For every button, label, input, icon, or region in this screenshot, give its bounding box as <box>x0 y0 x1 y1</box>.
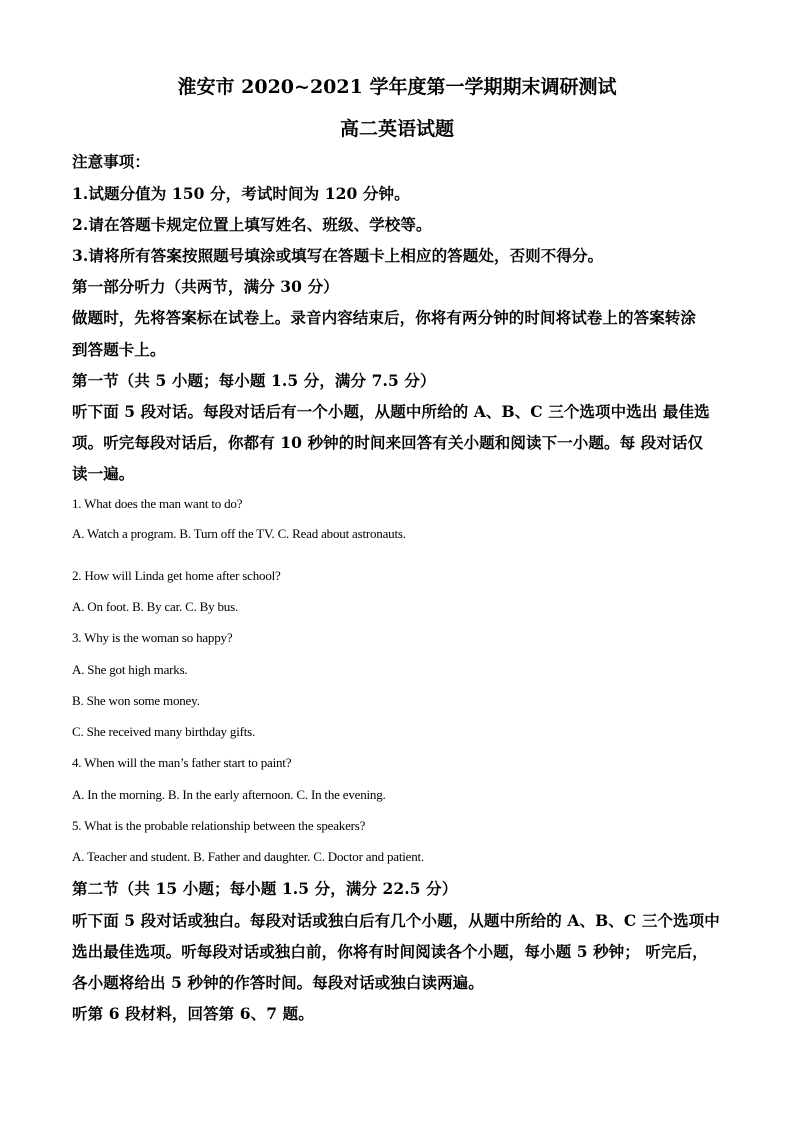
question-4-options: A. In the morning. B. In the early afternoon. C. In the evening. <box>72 787 386 802</box>
part1-instruction-line2: 到答题卡上。 <box>72 340 166 359</box>
question-5-options: A. Teacher and student. B. Father and daughter. C. Doctor and patient. <box>72 849 424 864</box>
section2-instruction-line2: 选出最佳选项。听每段对话或独白前，你将有时间阅读各个小题，每小题 5 秒钟； 听完后， <box>72 942 708 961</box>
notice-item-3: 3.请将所有答案按照题号填涂或填写在答题卡上相应的答题处，否则不得分。 <box>72 246 604 265</box>
notice-item-1: 1.试题分值为 150 分，考试时间为 120 分钟。 <box>72 184 410 203</box>
exam-subtitle: 高二英语试题 <box>339 118 454 140</box>
question-3-option-b: B. She won some money. <box>72 693 200 708</box>
notice-item-2: 2.请在答题卡规定位置上填写姓名、班级、学校等。 <box>72 215 432 234</box>
question-3: 3. Why is the woman so happy? <box>72 630 233 645</box>
part1-instruction-line1: 做题时，先将答案标在试卷上。录音内容结束后，你将有两分钟的时间将试卷上的答案转涂 <box>72 308 697 327</box>
section2-material-intro: 听第 6 段材料，回答第 6、7 题。 <box>72 1004 314 1023</box>
question-2-options: A. On foot. B. By car. C. By bus. <box>72 599 239 614</box>
section1-instruction-line3: 读一遍。 <box>72 464 135 483</box>
question-3-option-c: C. She received many birthday gifts. <box>72 724 256 739</box>
section1-instruction-line2: 项。听完每段对话后，你都有 10 秒钟的时间来回答有关小题和阅读下一小题。每 段对话仅 <box>72 433 704 452</box>
section2-heading: 第二节（共 15 小题；每小题 1.5 分，满分 22.5 分） <box>72 879 458 898</box>
question-1-options: A. Watch a program. B. Turn off the TV. C. Read about astronauts. <box>72 526 406 541</box>
section2-instruction-line3: 各小题将给出 5 秒钟的作答时间。每段对话或独白读两遍。 <box>72 973 484 992</box>
exam-title: 淮安市 2020~2021 学年度第一学期期末调研测试 <box>177 76 617 98</box>
question-5: 5. What is the probable relationship between the speakers? <box>72 818 366 833</box>
question-3-option-a: A. She got high marks. <box>72 662 188 677</box>
notice-heading: 注意事项： <box>72 152 151 171</box>
part1-heading: 第一部分听力（共两节，满分 30 分） <box>72 277 339 296</box>
section1-heading: 第一节（共 5 小题；每小题 1.5 分，满分 7.5 分） <box>72 371 436 390</box>
question-4: 4. When will the man’s father start to paint? <box>72 755 292 770</box>
question-2: 2. How will Linda get home after school? <box>72 568 281 583</box>
section2-instruction-line1: 听下面 5 段对话或独白。每段对话或独白后有几个小题，从题中所给的 A、B、C 三个选项中 <box>72 911 720 930</box>
question-1: 1. What does the man want to do? <box>72 496 243 511</box>
section1-instruction-line1: 听下面 5 段对话。每段对话后有一个小题，从题中所给的 A、B、C 三个选项中选出 最佳选 <box>72 402 710 421</box>
